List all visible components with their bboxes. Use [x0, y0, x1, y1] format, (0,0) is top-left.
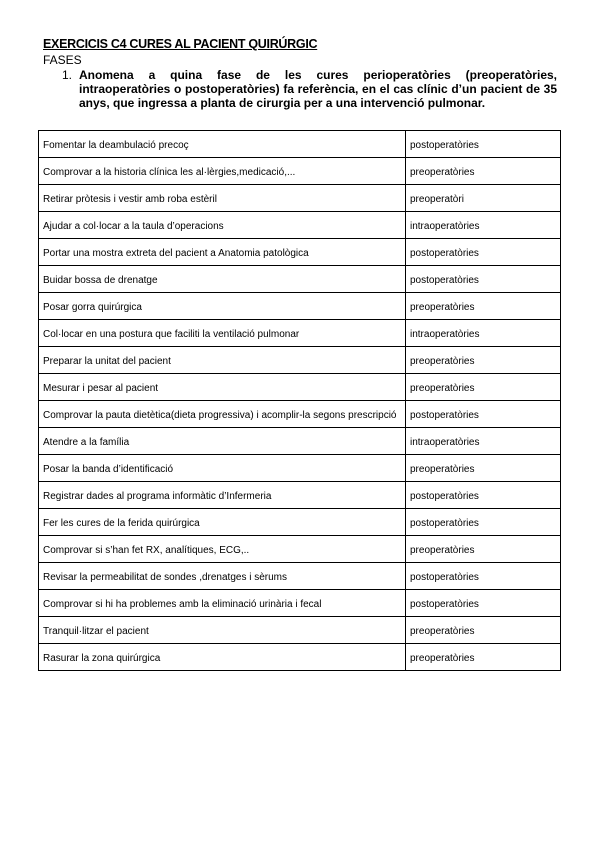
- table-row: [39, 401, 561, 428]
- task-cell: Mesurar i pesar al pacient: [39, 374, 406, 401]
- table-row: [39, 455, 561, 482]
- phase-cell: postoperatòries: [406, 266, 561, 293]
- phase-cell: intraoperatòries: [406, 428, 561, 455]
- table-row: [39, 617, 561, 644]
- phases-table: [38, 130, 561, 671]
- table-row: [39, 590, 561, 617]
- phase-cell: preoperatòries: [406, 617, 561, 644]
- phase-cell: postoperatòries: [406, 509, 561, 536]
- task-cell: Revisar la permeabilitat de sondes ,drenatges i sèrums: [39, 563, 406, 590]
- phase-cell: postoperatòries: [406, 482, 561, 509]
- table-row: [39, 644, 561, 671]
- phase-cell: preoperatòries: [406, 293, 561, 320]
- document-title: EXERCICIS C4 CURES AL PACIENT QUIRÚRGIC: [43, 37, 318, 51]
- task-cell: Comprovar si hi ha problemes amb la eliminació urinària i fecal: [39, 590, 406, 617]
- phase-cell: postoperatòries: [406, 590, 561, 617]
- task-cell: Tranquil·litzar el pacient: [39, 617, 406, 644]
- phase-cell: preoperatòries: [406, 536, 561, 563]
- task-cell: Comprovar a la historia clínica les al·lèrgies,medicació,...: [39, 158, 406, 185]
- table-row: [39, 509, 561, 536]
- phases-table-body: [39, 131, 561, 671]
- task-cell: Fomentar la deambulació precoç: [39, 131, 406, 158]
- task-cell: Posar la banda d’identificació: [39, 455, 406, 482]
- question-text: Anomena a quina fase de les cures perioperatòries (preoperatòries, intraoperatòries o postoperatòries) fa referència, en el cas clínic d’un pacient de 35 anys, que ingressa a planta de cirurgia per a una intervenció pulmonar.: [79, 68, 557, 110]
- table-row: [39, 239, 561, 266]
- phase-cell: intraoperatòries: [406, 212, 561, 239]
- task-cell: Preparar la unitat del pacient: [39, 347, 406, 374]
- table-row: [39, 158, 561, 185]
- table-row: [39, 293, 561, 320]
- section-label: FASES: [43, 53, 82, 67]
- table-row: [39, 185, 561, 212]
- phase-cell: preoperatòries: [406, 158, 561, 185]
- task-cell: Portar una mostra extreta del pacient a Anatomia patològica: [39, 239, 406, 266]
- phase-cell: preoperatòri: [406, 185, 561, 212]
- phase-cell: postoperatòries: [406, 239, 561, 266]
- phase-cell: postoperatòries: [406, 563, 561, 590]
- table-row: [39, 536, 561, 563]
- table-row: [39, 563, 561, 590]
- task-cell: Rasurar la zona quirúrgica: [39, 644, 406, 671]
- phase-cell: postoperatòries: [406, 401, 561, 428]
- task-cell: Atendre a la família: [39, 428, 406, 455]
- phase-cell: postoperatòries: [406, 131, 561, 158]
- task-cell: Ajudar a col·locar a la taula d’operacions: [39, 212, 406, 239]
- phase-cell: preoperatòries: [406, 374, 561, 401]
- task-cell: Buidar bossa de drenatge: [39, 266, 406, 293]
- task-cell: Comprovar la pauta dietètica(dieta progressiva) i acomplir-la segons prescripció: [39, 401, 406, 428]
- question-block: [62, 68, 557, 110]
- task-cell: Col·locar en una postura que faciliti la ventilació pulmonar: [39, 320, 406, 347]
- phase-cell: preoperatòries: [406, 644, 561, 671]
- table-row: [39, 482, 561, 509]
- task-cell: Fer les cures de la ferida quirúrgica: [39, 509, 406, 536]
- task-cell: Retirar pròtesis i vestir amb roba estèril: [39, 185, 406, 212]
- table-row: [39, 374, 561, 401]
- question-number: 1.: [62, 68, 73, 82]
- table-row: [39, 131, 561, 158]
- task-cell: Registrar dades al programa informàtic d’Infermeria: [39, 482, 406, 509]
- table-row: [39, 347, 561, 374]
- phase-cell: intraoperatòries: [406, 320, 561, 347]
- table-row: [39, 212, 561, 239]
- table-row: [39, 266, 561, 293]
- task-cell: Comprovar si s’han fet RX, analítiques, ECG,..: [39, 536, 406, 563]
- table-row: [39, 320, 561, 347]
- phase-cell: preoperatòries: [406, 455, 561, 482]
- table-row: [39, 428, 561, 455]
- phase-cell: preoperatòries: [406, 347, 561, 374]
- task-cell: Posar gorra quirúrgica: [39, 293, 406, 320]
